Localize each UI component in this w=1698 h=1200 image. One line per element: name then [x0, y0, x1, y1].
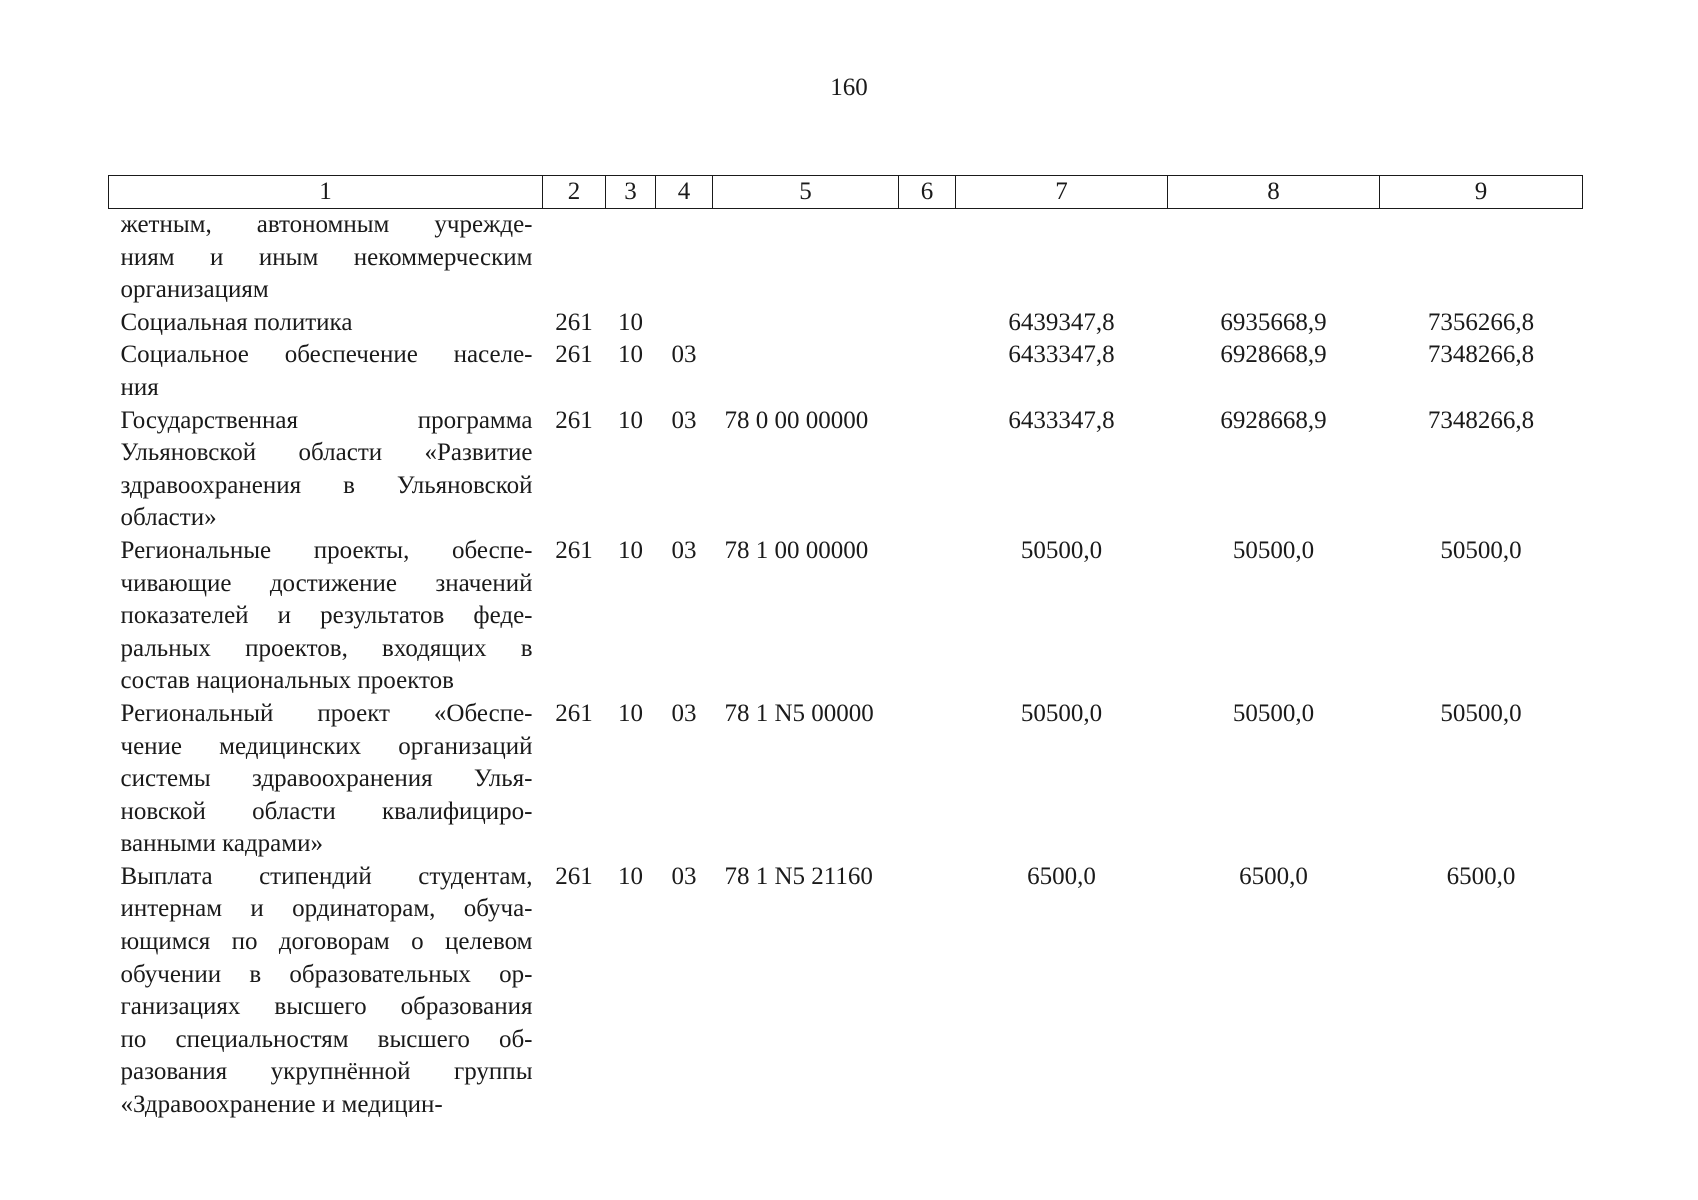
target-article-code — [713, 339, 899, 404]
amount-col-7 — [956, 209, 1168, 307]
amount-col-7: 6433347,8 — [1008, 406, 1115, 434]
description-line: области» — [120, 504, 217, 532]
admin-code — [543, 209, 606, 307]
row-description — [109, 698, 543, 861]
admin-code: 261 — [555, 699, 593, 727]
expense-type-code — [899, 861, 956, 1122]
table-body — [109, 209, 1583, 1122]
table-row — [109, 535, 1583, 698]
amount-col-9 — [1380, 209, 1583, 307]
section-code: 10 — [618, 862, 643, 890]
description-line: чение медицинских организаций — [120, 732, 533, 760]
target-article-code — [713, 209, 899, 307]
description-line: системы здравоохранения Улья- — [120, 765, 533, 793]
header-cell-9: 9 — [1380, 176, 1583, 209]
section-code: 10 — [618, 308, 643, 336]
amount-col-9: 50500,0 — [1440, 699, 1522, 727]
section-code: 10 — [618, 341, 643, 369]
amount-col-9: 7348266,8 — [1427, 341, 1535, 369]
description-line: Региональные проекты, обеспе- — [120, 536, 533, 564]
expense-type-code — [899, 209, 956, 307]
amount-col-9: 7356266,8 — [1427, 308, 1535, 336]
target-article-code — [713, 307, 899, 340]
expense-type-code — [899, 339, 956, 404]
section-code: 10 — [618, 406, 643, 434]
row-description — [109, 535, 543, 698]
table-header — [109, 176, 1583, 209]
budget-table — [108, 175, 1583, 1122]
admin-code: 261 — [555, 341, 593, 369]
subsection-code: 03 — [671, 862, 697, 890]
amount-col-8: 6500,0 — [1239, 862, 1308, 890]
admin-code: 261 — [555, 862, 593, 890]
amount-col-8: 50500,0 — [1232, 699, 1315, 727]
description-line: разования укрупнённой группы — [120, 1058, 533, 1086]
subsection-code: 03 — [671, 406, 697, 434]
subsection-code — [656, 307, 713, 340]
description-line: Региональный проект «Обеспе- — [120, 699, 533, 727]
expense-type-code — [899, 405, 956, 535]
header-cell-1: 1 — [109, 176, 543, 209]
description-line: ганизациях высшего образования — [120, 993, 533, 1021]
subsection-code: 03 — [671, 536, 697, 564]
amount-col-9: 50500,0 — [1440, 536, 1522, 564]
description-line: ральных проектов, входящих в — [120, 634, 533, 662]
amount-col-7: 6439347,8 — [1008, 308, 1115, 336]
description-line: Ульяновской области «Развитие — [120, 439, 533, 467]
description-line: состав национальных проектов — [120, 667, 454, 695]
expense-type-code — [899, 535, 956, 698]
header-cell-6: 6 — [899, 176, 956, 209]
amount-col-8 — [1168, 209, 1380, 307]
description-line: обучении в образовательных ор- — [120, 960, 533, 988]
amount-col-8: 6928668,9 — [1220, 406, 1327, 434]
row-description — [109, 209, 543, 307]
target-article-code: 78 1 N5 00000 — [724, 699, 874, 727]
budget-table-container — [108, 175, 1582, 1122]
amount-col-8: 6928668,9 — [1220, 341, 1327, 369]
page-number: 160 — [830, 74, 868, 101]
expense-type-code — [899, 307, 956, 340]
row-description — [109, 405, 543, 535]
header-cell-2: 2 — [543, 176, 606, 209]
header-cell-5: 5 — [713, 176, 899, 209]
subsection-code — [656, 209, 713, 307]
description-line: по специальностям высшего об- — [120, 1025, 533, 1053]
table-row — [109, 209, 1583, 307]
header-row — [109, 176, 1583, 209]
target-article-code: 78 1 00 00000 — [724, 536, 869, 564]
admin-code: 261 — [555, 406, 593, 434]
amount-col-9: 6500,0 — [1446, 862, 1516, 890]
table-row — [109, 698, 1583, 861]
description-line: «Здравоохранение и медицин- — [120, 1091, 443, 1119]
description-line: Социальное обеспечение населе- — [120, 341, 533, 369]
description-line: Социальная политика — [120, 308, 353, 336]
header-cell-3: 3 — [606, 176, 656, 209]
section-code: 10 — [618, 699, 643, 727]
description-line: ющимся по договорам о целевом — [120, 928, 533, 956]
amount-col-8: 50500,0 — [1232, 536, 1315, 564]
amount-col-9: 7348266,8 — [1427, 406, 1535, 434]
subsection-code: 03 — [671, 341, 697, 369]
expense-type-code — [899, 698, 956, 861]
table-row — [109, 861, 1583, 1122]
description-line: Государственная программа — [120, 406, 533, 434]
amount-col-7: 50500,0 — [1020, 536, 1103, 564]
section-code — [606, 209, 656, 307]
row-description — [109, 339, 543, 404]
amount-col-7: 50500,0 — [1020, 699, 1103, 727]
header-cell-8: 8 — [1168, 176, 1380, 209]
admin-code: 261 — [555, 308, 593, 336]
description-line: Выплата стипендий студентам, — [120, 862, 533, 890]
amount-col-8: 6935668,9 — [1220, 308, 1327, 336]
header-cell-7: 7 — [956, 176, 1168, 209]
description-line: организациям — [120, 276, 269, 304]
subsection-code: 03 — [671, 699, 697, 727]
amount-col-7: 6433347,8 — [1008, 341, 1115, 369]
description-line: чивающие достижение значений — [120, 569, 533, 597]
admin-code: 261 — [555, 536, 593, 564]
section-code: 10 — [618, 536, 643, 564]
row-description — [109, 861, 543, 1122]
table-row — [109, 405, 1583, 535]
description-line: показателей и результатов феде- — [120, 602, 533, 630]
description-line: интернам и ординаторам, обуча- — [120, 895, 533, 923]
description-line: здравоохранения в Ульяновской — [120, 471, 533, 499]
description-line: ванными кадрами» — [120, 830, 323, 858]
amount-col-7: 6500,0 — [1027, 862, 1096, 890]
target-article-code: 78 0 00 00000 — [724, 406, 869, 434]
description-line: ниям и иным некоммерческим — [120, 243, 533, 271]
description-line: жетным, автономным учрежде- — [120, 211, 533, 238]
table-row — [109, 307, 1583, 340]
description-line: новской области квалифициро- — [120, 797, 533, 825]
description-line: ния — [120, 373, 159, 401]
header-cell-4: 4 — [656, 176, 713, 209]
row-description — [109, 307, 543, 340]
table-row — [109, 339, 1583, 404]
target-article-code: 78 1 N5 21160 — [724, 862, 873, 890]
